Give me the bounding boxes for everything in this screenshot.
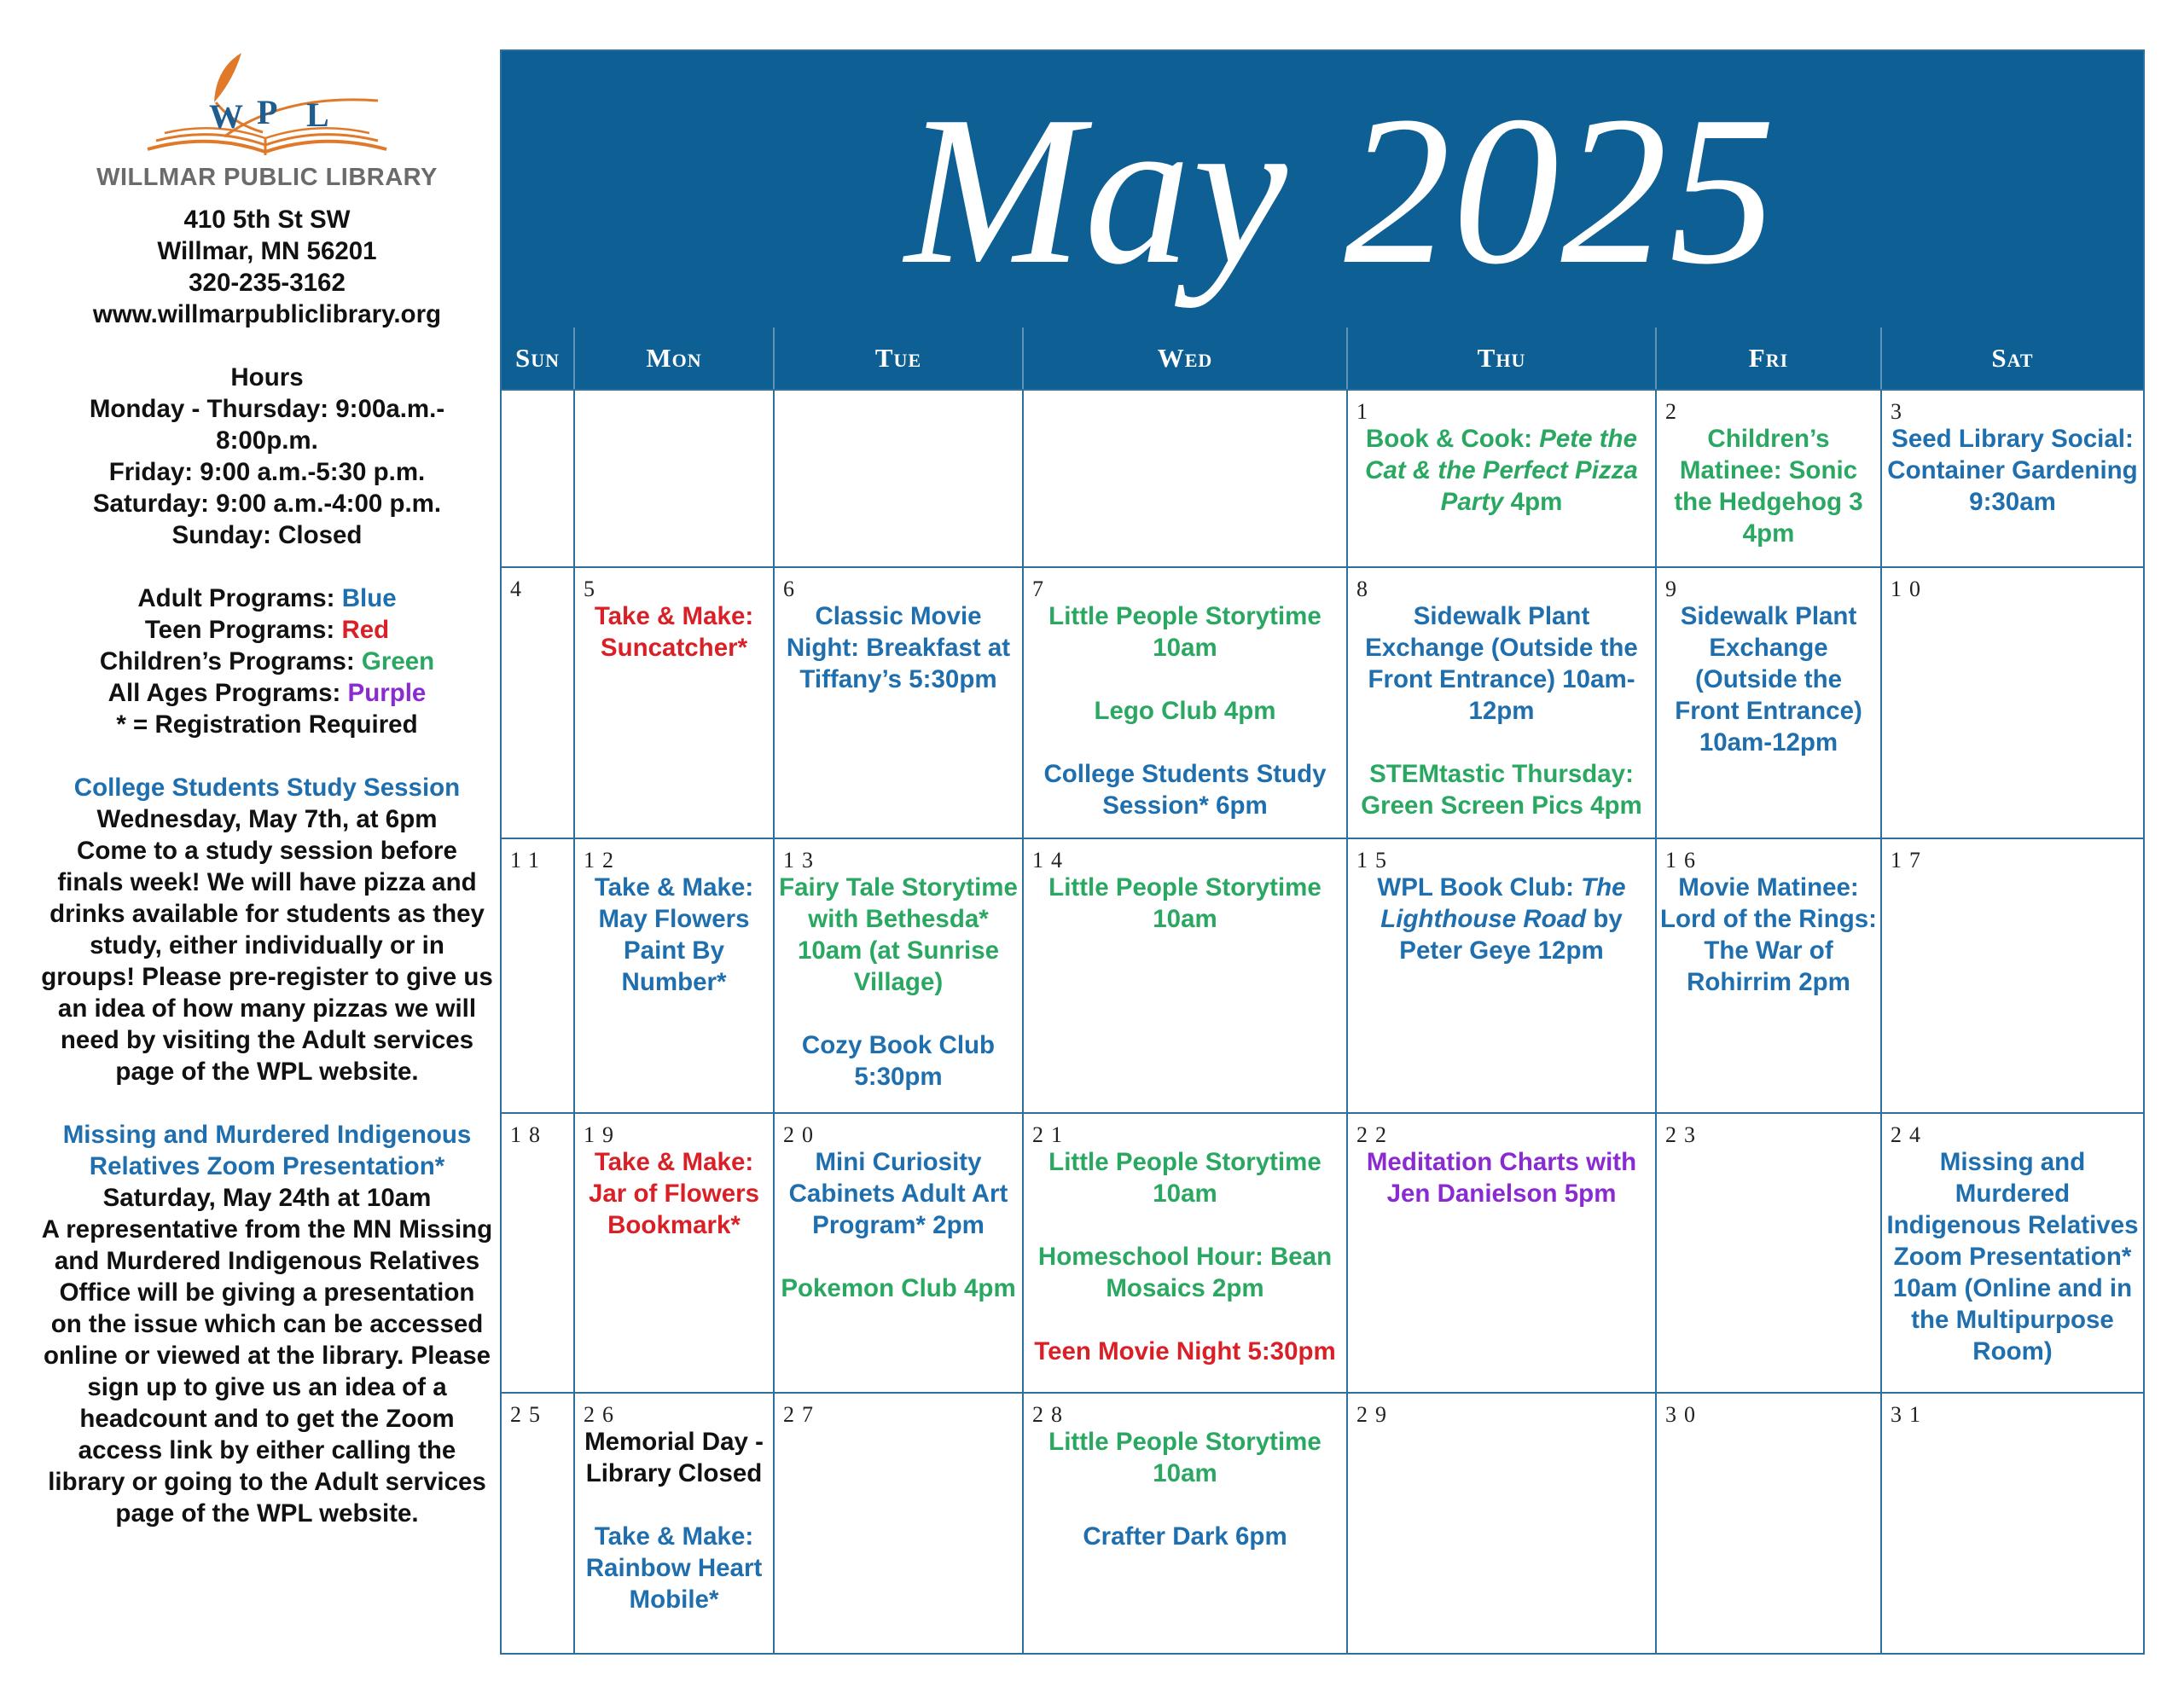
event-text: Pete the Cat & the Perfect Pizza Party [1365, 425, 1638, 516]
event-text: Cozy Book Club 5:30pm [801, 1031, 996, 1091]
event-adult [1885, 423, 2140, 518]
library-website[interactable]: www.willmarpubliclibrary.org [92, 300, 442, 328]
event-text: The Lighthouse Road [1380, 873, 1626, 933]
day-cell-2 [1655, 389, 1880, 566]
event-all [1351, 1146, 1652, 1209]
legend-all-color: Purple [347, 679, 427, 707]
event-list [1027, 600, 1343, 821]
day-number: 14 [1032, 848, 1070, 872]
legend-adult [41, 583, 493, 614]
day-cell-20 [773, 1112, 1022, 1392]
event-adult [578, 1521, 770, 1615]
event-teen [1027, 1336, 1343, 1367]
day-cell-13 [773, 838, 1022, 1112]
day-number: 11 [510, 848, 548, 872]
weekday-tue: Tue [773, 328, 1022, 389]
day-cell-empty [773, 389, 1022, 566]
hours-sunday: Sunday: Closed [171, 521, 363, 549]
day-cell-21 [1022, 1112, 1346, 1392]
event-adult [778, 1146, 1019, 1241]
event-list [578, 872, 770, 998]
promo-mmir-when: Saturday, May 24th at 10am [102, 1184, 432, 1212]
day-number: 1 [1356, 399, 1375, 424]
event-text: Teen Movie Night 5:30pm [1034, 1337, 1336, 1365]
day-cell-15 [1346, 838, 1655, 1112]
day-cell-11 [502, 838, 573, 1112]
day-cell-empty [1022, 389, 1346, 566]
event-adult [1660, 600, 1877, 758]
event-text: Movie Matinee: Lord of the Rings: The War of Rohirrim 2pm [1660, 873, 1877, 996]
day-cell-empty [502, 389, 573, 566]
event-text: Pokemon Club 4pm [781, 1274, 1016, 1302]
day-cell-3 [1880, 389, 2143, 566]
legend-children [41, 646, 493, 677]
event-list [1351, 872, 1652, 966]
event-adult [778, 1029, 1019, 1093]
day-cell-18 [502, 1112, 573, 1392]
event-text: by Peter Geye 12pm [1399, 905, 1623, 965]
day-cell-23 [1655, 1112, 1880, 1392]
legend-teen [41, 614, 493, 646]
event-text: Memorial Day - Library Closed [584, 1428, 764, 1487]
event-children [1351, 758, 1652, 821]
day-number: 21 [1032, 1122, 1070, 1147]
event-text: Children’s Matinee: Sonic the Hedgehog 3 4pm [1674, 425, 1863, 548]
event-children [1027, 1146, 1343, 1209]
event-list [1351, 600, 1652, 821]
day-number: 19 [584, 1122, 621, 1147]
weekday-mon: Mon [573, 328, 773, 389]
event-children [1027, 872, 1343, 935]
month-title: May 2025 [904, 72, 1778, 309]
promo-mmir-title: Missing and Murdered Indigenous Relatives Zoom Presentation* [62, 1121, 479, 1180]
day-cell-30 [1655, 1392, 1880, 1653]
day-cell-26 [573, 1392, 773, 1653]
day-number: 10 [1891, 577, 1928, 601]
day-cell-22 [1346, 1112, 1655, 1392]
event-list [1027, 1146, 1343, 1367]
day-cell-19 [573, 1112, 773, 1392]
day-number: 24 [1891, 1122, 1928, 1147]
event-text: Mini Curiosity Cabinets Adult Art Program* 2pm [788, 1148, 1008, 1239]
event-text: Little People Storytime 10am [1048, 1148, 1321, 1208]
day-cell-28 [1022, 1392, 1346, 1653]
day-number: 13 [783, 848, 821, 872]
day-cell-7 [1022, 566, 1346, 838]
event-text: Take & Make: Jar of Flowers Bookmark* [588, 1148, 759, 1239]
event-list [1351, 423, 1652, 518]
event-children [1351, 423, 1652, 518]
day-cell-24 [1880, 1112, 2143, 1392]
event-text: Book & Cook: [1366, 425, 1540, 453]
legend-children-color: Green [361, 647, 435, 675]
legend-children-label: Children’s Programs: [99, 647, 362, 675]
event-text: Missing and Murdered Indigenous Relatives Zoom Presentation* 10am (Online and in the Multipurpose Room) [1886, 1148, 2139, 1365]
weekday-header-row [502, 328, 2143, 389]
day-number: 7 [1032, 577, 1051, 601]
day-number: 20 [783, 1122, 821, 1147]
library-name: WILLMAR PUBLIC LIBRARY [96, 164, 438, 191]
day-cell-empty [573, 389, 773, 566]
day-number: 27 [783, 1402, 821, 1427]
event-list [578, 1146, 770, 1241]
event-children [1027, 1241, 1343, 1304]
day-cell-10 [1880, 566, 2143, 838]
event-adult [1660, 872, 1877, 998]
day-cell-12 [573, 838, 773, 1112]
weekday-thu: Thu [1346, 328, 1655, 389]
event-list [578, 600, 770, 664]
event-children [1027, 695, 1343, 727]
hours-title: Hours [230, 363, 304, 391]
event-text: 4pm [1503, 488, 1563, 516]
legend-teen-label: Teen Programs: [144, 616, 342, 644]
logo-letter-l: L [306, 96, 329, 134]
event-plain [578, 1426, 770, 1489]
event-children [1027, 1426, 1343, 1489]
event-text: Little People Storytime 10am [1048, 1428, 1321, 1487]
event-list [778, 872, 1019, 1093]
event-text: Take & Make: Rainbow Heart Mobile* [585, 1522, 763, 1614]
weekday-sat: Sat [1880, 328, 2143, 389]
promo-study-body: Come to a study session before finals week! We will have pizza and drinks available for students as they study, either individually or in groups! Please pre-register to give us an idea of how many pizzas we will need by visiting the Adult services page of the WPL website. [41, 837, 500, 1086]
event-children [1027, 600, 1343, 664]
day-number: 15 [1356, 848, 1394, 872]
day-cell-9 [1655, 566, 1880, 838]
event-text: Homeschool Hour: Bean Mosaics 2pm [1037, 1243, 1333, 1302]
library-phone: 320-235-3162 [189, 269, 346, 297]
event-text: Take & Make: Suncatcher* [594, 602, 754, 662]
event-text: Meditation Charts with Jen Danielson 5pm [1366, 1148, 1637, 1208]
event-list [778, 1146, 1019, 1304]
event-list [1885, 1146, 2140, 1367]
event-children [778, 1272, 1019, 1304]
day-cell-25 [502, 1392, 573, 1653]
event-adult [778, 600, 1019, 695]
event-adult [1027, 758, 1343, 821]
day-cell-1 [1346, 389, 1655, 566]
day-number: 17 [1891, 848, 1928, 872]
day-cell-6 [773, 566, 1022, 838]
day-number: 29 [1356, 1402, 1394, 1427]
logo-letter-p: P [257, 93, 278, 131]
event-list [1885, 423, 2140, 518]
promo-study-title: College Students Study Session [73, 774, 461, 802]
day-cell-8 [1346, 566, 1655, 838]
event-text: Sidewalk Plant Exchange (Outside the Front Entrance) 10am-12pm [1675, 602, 1862, 757]
event-text: Classic Movie Night: Breakfast at Tiffany’s 5:30pm [786, 602, 1011, 693]
event-text: Fairy Tale Storytime with Bethesda* 10am (at Sunrise Village) [779, 873, 1018, 996]
event-list [778, 600, 1019, 695]
day-number: 31 [1891, 1402, 1928, 1427]
library-logo [113, 43, 421, 171]
library-address: 410 5th St SW [183, 206, 351, 234]
legend-all-label: All Ages Programs: [107, 679, 348, 707]
day-number: 6 [783, 577, 802, 601]
event-text: Little People Storytime 10am [1048, 602, 1321, 662]
promo-study-when: Wednesday, May 7th, at 6pm [96, 805, 438, 833]
hours-saturday: Saturday: 9:00 a.m.-4:00 p.m. [92, 490, 442, 518]
event-list [1660, 872, 1877, 998]
month-banner [502, 51, 2143, 328]
event-list [1027, 872, 1343, 935]
day-number: 16 [1665, 848, 1703, 872]
weekday-wed: Wed [1022, 328, 1346, 389]
event-teen [578, 1146, 770, 1241]
hours-mon-thu-a: Monday - Thursday: 9:00a.m.- [89, 395, 445, 423]
event-adult [1885, 1146, 2140, 1367]
event-children [778, 872, 1019, 998]
day-number: 12 [584, 848, 621, 872]
day-cell-14 [1022, 838, 1346, 1112]
event-teen [578, 600, 770, 664]
event-adult [1351, 872, 1652, 966]
day-number: 25 [510, 1402, 548, 1427]
event-children [1660, 423, 1877, 549]
event-text: Little People Storytime 10am [1048, 873, 1321, 933]
day-number: 26 [584, 1402, 621, 1427]
day-number: 5 [584, 577, 602, 601]
legend-teen-color: Red [341, 616, 390, 644]
event-text: Crafter Dark 6pm [1083, 1522, 1287, 1551]
legend-adult-label: Adult Programs: [137, 584, 342, 612]
logo-letter-w: W [209, 97, 243, 136]
weekday-fri: Fri [1655, 328, 1880, 389]
library-city: Willmar, MN 56201 [157, 237, 377, 265]
day-cell-27 [773, 1392, 1022, 1653]
event-text: Lego Club 4pm [1094, 697, 1276, 725]
day-number: 18 [510, 1122, 548, 1147]
day-number: 3 [1891, 399, 1909, 424]
hours-mon-thu-b: 8:00p.m. [216, 426, 318, 455]
event-text: Take & Make: May Flowers Paint By Number* [594, 873, 754, 996]
day-cell-16 [1655, 838, 1880, 1112]
day-number: 23 [1665, 1122, 1703, 1147]
hours-friday: Friday: 9:00 a.m.-5:30 p.m. [108, 458, 426, 486]
sidebar [41, 43, 500, 1529]
legend-adult-color: Blue [341, 584, 397, 612]
event-list [1660, 600, 1877, 758]
event-text: Sidewalk Plant Exchange (Outside the Front Entrance) 10am-12pm [1365, 602, 1638, 725]
day-number: 28 [1032, 1402, 1070, 1427]
event-list [1351, 1146, 1652, 1209]
day-cell-31 [1880, 1392, 2143, 1653]
day-number: 22 [1356, 1122, 1394, 1147]
promo-mmir-body: A representative from the MN Missing and Murdered Indigenous Relatives Office will be giving a presentation on the issue which can be accessed online or viewed at the library. Please sign up to give us an idea of a headcount and to get the Zoom access link by either calling the library or going to the Adult services page of the WPL website. [41, 1215, 500, 1528]
day-cell-5 [573, 566, 773, 838]
legend-all-ages [41, 677, 493, 709]
event-text: WPL Book Club: [1377, 873, 1582, 901]
day-number: 8 [1356, 577, 1375, 601]
event-adult [1351, 600, 1652, 727]
calendar [500, 49, 2145, 1655]
day-number: 2 [1665, 399, 1684, 424]
event-adult [578, 872, 770, 998]
day-number: 9 [1665, 577, 1684, 601]
event-text: Seed Library Social: Container Gardening 9:30am [1887, 425, 2138, 516]
event-list [1027, 1426, 1343, 1552]
event-list [1660, 423, 1877, 549]
event-text: STEMtastic Thursday: Green Screen Pics 4pm [1361, 760, 1642, 820]
event-list [578, 1426, 770, 1615]
day-cell-4 [502, 566, 573, 838]
day-cell-29 [1346, 1392, 1655, 1653]
registration-note: * = Registration Required [116, 710, 418, 739]
event-adult [1027, 1521, 1343, 1552]
day-number: 4 [510, 577, 529, 601]
event-text: College Students Study Session* 6pm [1043, 760, 1327, 820]
day-cell-17 [1880, 838, 2143, 1112]
weekday-sun: Sun [514, 343, 561, 373]
day-number: 30 [1665, 1402, 1703, 1427]
